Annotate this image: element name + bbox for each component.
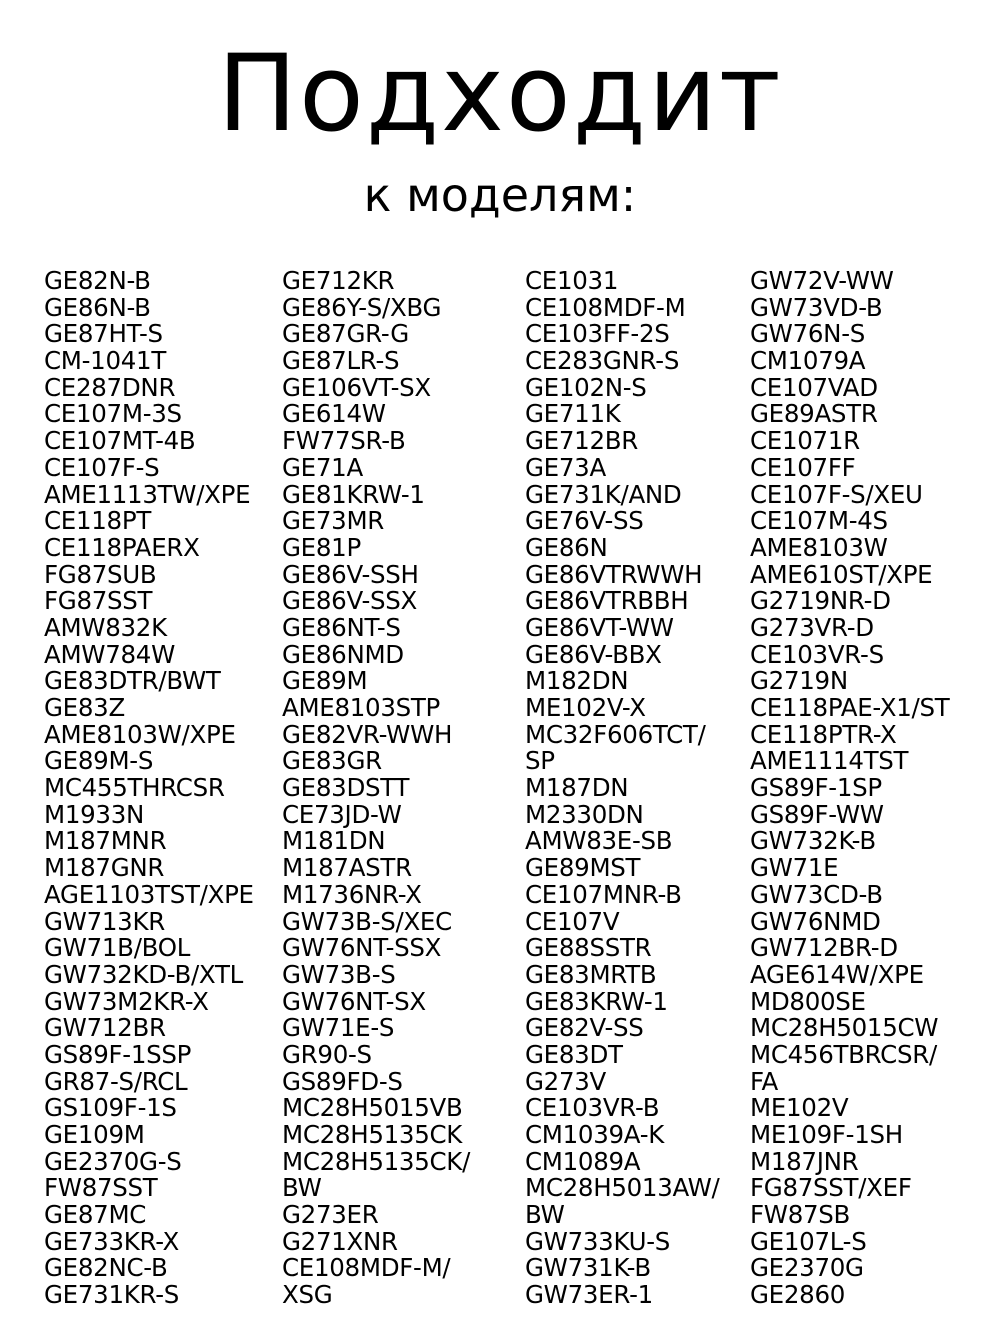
model-item: CE107MNR-B — [525, 879, 682, 909]
models-column-4 — [750, 268, 949, 1309]
model-item: GW76NT-SSX — [282, 933, 442, 963]
model-item: GW73M2KR-X — [44, 986, 209, 1016]
model-item: SP — [525, 746, 555, 776]
model-item: MC28H5013AW/ — [525, 1173, 720, 1203]
model-item: GW732K-B — [750, 826, 876, 856]
model-item: GE712KR — [282, 266, 395, 295]
model-item: GE81KRW-1 — [282, 479, 425, 509]
model-item: CE103VR-S — [750, 639, 884, 669]
model-item: GW73B-S — [282, 959, 396, 989]
model-item: MC28H5135CK — [282, 1120, 463, 1149]
model-item: GE86VTRBBH — [525, 586, 689, 616]
model-item: BW — [525, 1200, 565, 1230]
model-item: GW73ER-1 — [525, 1280, 653, 1310]
model-item: GE86N — [525, 532, 608, 562]
model-item: M2330DN — [525, 799, 644, 829]
model-item: GS109F-1S — [44, 1093, 177, 1123]
model-item: GE102N-S — [525, 372, 647, 402]
model-item: MD800SE — [750, 986, 866, 1016]
model-item: AME8103W/XPE — [44, 719, 236, 749]
model-item: FW87SST — [44, 1173, 158, 1203]
model-item: GE76V-SS — [525, 506, 644, 536]
model-item: CE107MT-4B — [44, 426, 196, 456]
model-item: CE118PT — [44, 506, 151, 536]
model-item: GE73MR — [282, 506, 385, 536]
model-item: GE733KR-X — [44, 1226, 180, 1256]
model-item: M1933N — [44, 799, 145, 829]
model-item: AMW784W — [44, 639, 176, 669]
model-item: GE89M — [282, 666, 368, 696]
model-item: GE86VT-WW — [525, 612, 674, 642]
model-item: G273VR-D — [750, 612, 874, 642]
model-item: FW77SR-B — [282, 426, 406, 456]
model-item: CM-1041T — [44, 346, 167, 376]
model-item: G2719N — [750, 666, 848, 696]
model-item: GE86V-SSH — [282, 559, 419, 589]
model-item: GE82VR-WWH — [282, 719, 453, 749]
model-item: GE86V-SSX — [282, 586, 417, 616]
model-item: GE87GR-G — [282, 319, 409, 349]
model-item: G273ER — [282, 1200, 379, 1230]
model-item: GE86NMD — [282, 639, 404, 669]
model-item: MC28H5015VB — [282, 1093, 463, 1123]
models-column-2 — [282, 268, 470, 1309]
model-item: GE83MRTB — [525, 959, 657, 989]
model-item: MC32F606TCT/ — [525, 719, 706, 749]
model-item: GW73B-S/XEC — [282, 906, 452, 936]
model-item: M187JNR — [750, 1146, 859, 1176]
model-item: MC28H5135CK/ — [282, 1146, 471, 1176]
model-item: G2719NR-D — [750, 586, 891, 616]
model-item: CM1079A — [750, 346, 866, 376]
model-item: GE731KR-S — [44, 1280, 180, 1310]
model-item: CM1039A-K — [525, 1120, 665, 1149]
model-item: GS89F-WW — [750, 799, 884, 829]
model-item: GE82V-SS — [525, 1013, 644, 1043]
model-item: GE83DTR/BWT — [44, 666, 221, 696]
model-item: ME109F-1SH — [750, 1120, 903, 1149]
model-item: CE1031 — [525, 266, 619, 295]
model-item: CE73JD-W — [282, 799, 402, 829]
model-item: GE2370G — [750, 1253, 864, 1283]
model-item: GE87MC — [44, 1200, 147, 1230]
model-item: G273V — [525, 1066, 607, 1096]
model-item: GE614W — [282, 399, 386, 429]
model-item: GE106VT-SX — [282, 372, 431, 402]
model-item: GE109M — [44, 1120, 145, 1149]
model-item: CE107V — [525, 906, 620, 936]
model-item: FG87SUB — [44, 559, 157, 589]
model-item: AME1113TW/XPE — [44, 479, 251, 509]
model-item: GE83GR — [282, 746, 382, 776]
model-item: GE81P — [282, 532, 361, 562]
model-item: GW713KR — [44, 906, 165, 936]
model-item: M187DN — [525, 773, 629, 803]
model-item: GS89F-1SSP — [44, 1039, 192, 1069]
model-item: FG87SST/XEF — [750, 1173, 912, 1203]
model-item: GE86Y-S/XBG — [282, 292, 442, 322]
model-item: AME610ST/XPE — [750, 559, 933, 589]
model-item: AGE614W/XPE — [750, 959, 924, 989]
model-item: M182DN — [525, 666, 629, 696]
model-item: CE107VAD — [750, 372, 878, 402]
model-item: GE86V-BBX — [525, 639, 662, 669]
model-item: AMW83E-SB — [525, 826, 673, 856]
model-item: BW — [282, 1173, 322, 1203]
model-item: ME102V-X — [525, 693, 646, 722]
model-item: GE83DSTT — [282, 773, 410, 803]
model-item: GW732KD-B/XTL — [44, 959, 244, 989]
model-item: CE287DNR — [44, 372, 176, 402]
models-columns — [0, 268, 1000, 1318]
model-item: AMW832K — [44, 612, 167, 642]
model-item: GE89ASTR — [750, 399, 878, 429]
model-item: GE88SSTR — [525, 933, 652, 963]
model-item: M1736NR-X — [282, 879, 422, 909]
models-column-1 — [44, 268, 254, 1309]
model-item: M187ASTR — [282, 853, 412, 883]
model-item: CE103FF-2S — [525, 319, 670, 349]
model-item: GW76NMD — [750, 906, 881, 936]
model-item: CE107M-4S — [750, 506, 888, 536]
model-item: CE107M-3S — [44, 399, 182, 429]
model-item: GW73VD-B — [750, 292, 883, 322]
model-item: GE73A — [525, 452, 606, 482]
model-item: M181DN — [282, 826, 386, 856]
model-item: AGE1103TST/XPE — [44, 879, 254, 909]
model-item: GW76NT-SX — [282, 986, 426, 1016]
model-item: ME102V — [750, 1093, 849, 1123]
model-item: CE107FF — [750, 452, 856, 482]
model-item: GE2370G-S — [44, 1146, 182, 1176]
model-item: FW87SB — [750, 1200, 851, 1230]
model-item: FA — [750, 1066, 779, 1096]
model-item: GW733KU-S — [525, 1226, 671, 1256]
model-item: GE711K — [525, 399, 621, 429]
model-item: CE108MDF-M/ — [282, 1253, 451, 1283]
page-title: Подходит — [217, 32, 783, 155]
model-item: GE71A — [282, 452, 363, 482]
model-item: AME8103STP — [282, 693, 441, 722]
model-item: GE712BR — [525, 426, 638, 456]
model-item: CE103VR-B — [525, 1093, 660, 1123]
model-item: GE731K/AND — [525, 479, 682, 509]
model-item: CE118PAERX — [44, 532, 200, 562]
model-item: GE2860 — [750, 1280, 846, 1310]
model-item: GE82NC-B — [44, 1253, 168, 1283]
model-item: GE89M-S — [44, 746, 154, 776]
model-item: CM1089A — [525, 1146, 641, 1176]
model-item: GE86N-B — [44, 292, 151, 322]
model-item: GE83DT — [525, 1039, 623, 1069]
model-item: GE83KRW-1 — [525, 986, 668, 1016]
model-item: M187MNR — [44, 826, 167, 856]
model-item: AME1114TST — [750, 746, 909, 776]
model-item: CE118PTR-X — [750, 719, 897, 749]
model-item: GE87HT-S — [44, 319, 163, 349]
model-item: GS89F-1SP — [750, 773, 882, 803]
model-item: GE83Z — [44, 693, 125, 722]
model-item: GW71B/BOL — [44, 933, 191, 963]
model-item: GW71E-S — [282, 1013, 395, 1043]
model-item: CE107F-S/XEU — [750, 479, 923, 509]
model-item: CE107F-S — [44, 452, 160, 482]
model-item: GS89FD-S — [282, 1066, 403, 1096]
model-item: GE82N-B — [44, 266, 151, 295]
page-subtitle: к моделям: — [363, 168, 637, 222]
model-item: GR90-S — [282, 1039, 372, 1069]
model-item: CE1071R — [750, 426, 860, 456]
model-item: GE89MST — [525, 853, 641, 883]
model-item: GW72V-WW — [750, 266, 894, 295]
model-item: GW731K-B — [525, 1253, 651, 1283]
model-item: GE86NT-S — [282, 612, 401, 642]
model-item: MC456TBRCSR/ — [750, 1039, 937, 1069]
model-item: AME8103W — [750, 532, 888, 562]
model-item: MC28H5015CW — [750, 1013, 939, 1043]
models-column-3 — [525, 268, 720, 1309]
model-item: GW71E — [750, 853, 839, 883]
model-item: GW76N-S — [750, 319, 866, 349]
model-item: GE107L-S — [750, 1226, 867, 1256]
model-item: CE118PAE-X1/ST — [750, 693, 950, 722]
model-item: MC455THRCSR — [44, 773, 225, 803]
model-item: G271XNR — [282, 1226, 398, 1256]
model-item: GW73CD-B — [750, 879, 883, 909]
model-item: GR87-S/RCL — [44, 1066, 188, 1096]
model-item: XSG — [282, 1280, 333, 1310]
model-item: GE86VTRWWH — [525, 559, 703, 589]
model-item: FG87SST — [44, 586, 153, 616]
model-item: GE87LR-S — [282, 346, 400, 376]
model-item: GW712BR — [44, 1013, 166, 1043]
model-item: M187GNR — [44, 853, 165, 883]
model-item: CE108MDF-M — [525, 292, 686, 322]
model-item: CE283GNR-S — [525, 346, 680, 376]
model-item: GW712BR-D — [750, 933, 898, 963]
